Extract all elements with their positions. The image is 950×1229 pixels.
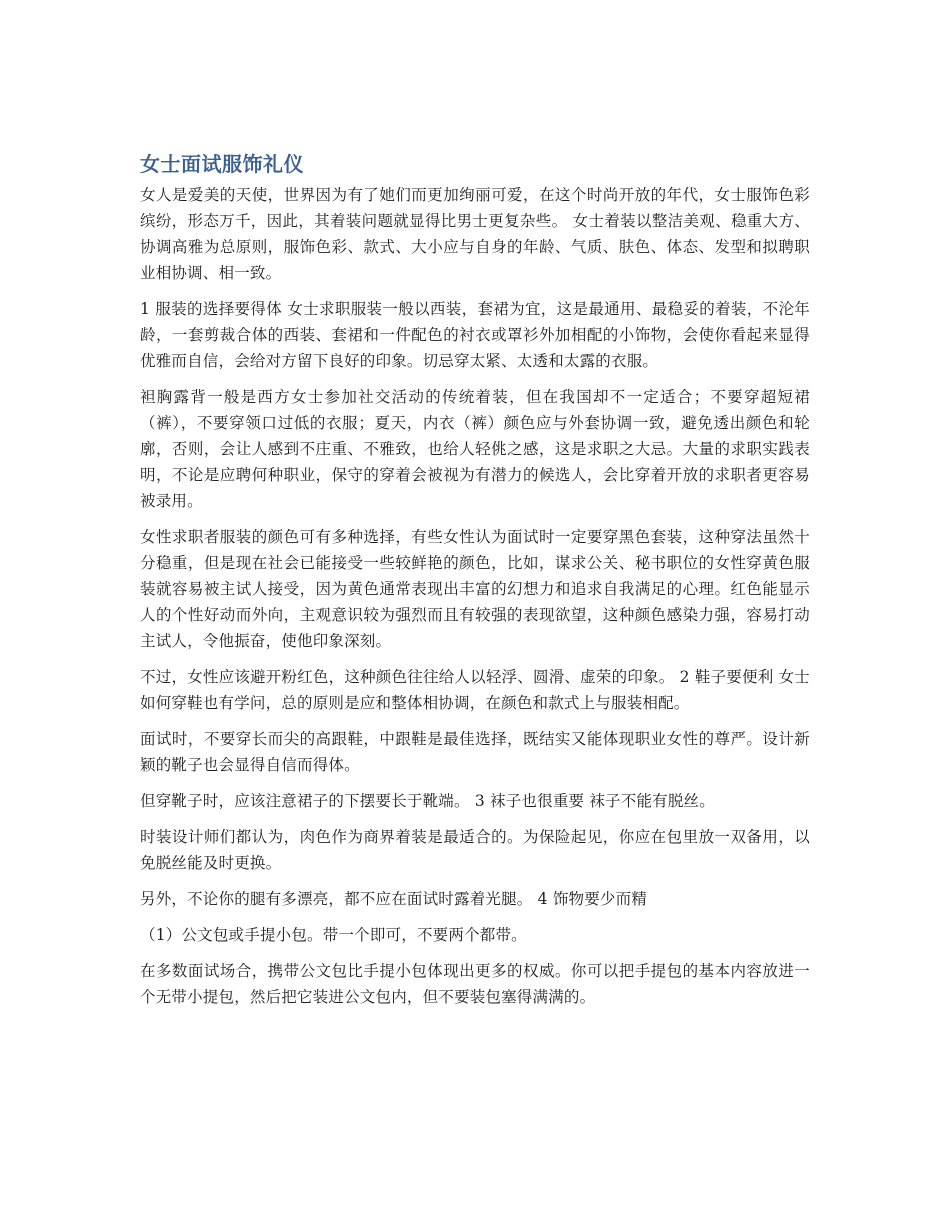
paragraph-heels: 面试时，不要穿长而尖的高跟鞋，中跟鞋是最佳选择，既结实又能体现职业女性的尊严。设计新颖的靴子也会显得自信而得体。 — [140, 730, 810, 774]
document-page — [140, 150, 810, 1020]
paragraph-stocking-color: 时装设计师们都认为，肉色作为商界着装是最适合的。为保险起见，你应在包里放一双备用，以免脱丝能及时更换。 — [140, 828, 810, 872]
paragraph-exposure: 袒胸露背一般是西方女士参加社交活动的传统着装，但在我国却不一定适合；不要穿超短裙（裤），不要穿领口过低的衣服；夏天，内衣（裤）颜色应与外套协调一致，避免透出颜色和轮廓，否则，会让人感到不庄重、不雅致，也给人轻佻之感，这是求职之大忌。大量的求职实践表明，不论是应聘何种职业，保守的穿着会被视为有潜力的候选人，会比穿着开放的求职者更容易被录用。 — [140, 388, 810, 510]
paragraph-boots-socks: 但穿靴子时，应该注意裙子的下摆要长于靴端。 3 袜子也很重要 袜子不能有脱丝。 — [140, 792, 715, 810]
paragraph-clothing: 1 服装的选择要得体 女士求职服装一般以西装，套裙为宜，这是最通用、最稳妥的着装，不沦年龄，一套剪裁合体的西装、套裙和一件配色的衬衣或罩衫外加相配的小饰物，会使你看起来显得优雅而自信，会给对方留下良好的印象。切忌穿太紧、太透和太露的衣服。 — [140, 300, 810, 370]
paragraph-colors: 女性求职者服装的颜色可有多种选择，有些女性认为面试时一定要穿黑色套装，这种穿法虽然十分稳重，但是现在社会已能接受一些较鲜艳的颜色，比如，谋求公关、秘书职位的女性穿黄色服装就容易被主试人接受，因为黄色通常表现出丰富的幻想力和追求自我满足的心理。红色能显示人的个性好动而外向，主观意识较为强烈而且有较强的表现欲望，这种颜色感染力强，容易打动主试人，令他振奋，使他印象深刻。 — [140, 528, 810, 650]
paragraph-shoes: 不过，女性应该避开粉红色，这种颜色往往给人以轻浮、圆滑、虚荣的印象。 2 鞋子要便利 女士如何穿鞋也有学问，总的原则是应和整体相协调，在颜色和款式上与服装相配。 — [140, 668, 810, 712]
paragraph-bag: （1）公文包或手提小包。带一个即可，不要两个都带。 — [140, 926, 527, 944]
paragraph-intro: 女人是爱美的天使，世界因为有了她们而更加绚丽可爱，在这个时尚开放的年代，女士服饰色彩缤纷，形态万千，因此，其着装问题就显得比男士更复杂些。 女士着装以整洁美观、稳重大方、协调高雅为总原则，服饰色彩、款式、大小应与自身的年龄、气质、肤色、体态、发型和拟聘职业相协调、相一致。 — [140, 186, 810, 282]
document-title: 女士面试服饰礼仪 — [140, 152, 304, 176]
paragraph-legs-accessories: 另外，不论你的腿有多漂亮，都不应在面试时露着光腿。 4 饰物要少而精 — [140, 890, 648, 908]
paragraph-briefcase: 在多数面试场合，携带公文包比手提小包体现出更多的权威。你可以把手提包的基本内容放进一个无带小提包，然后把它装进公文包内，但不要装包塞得满满的。 — [140, 962, 810, 1006]
